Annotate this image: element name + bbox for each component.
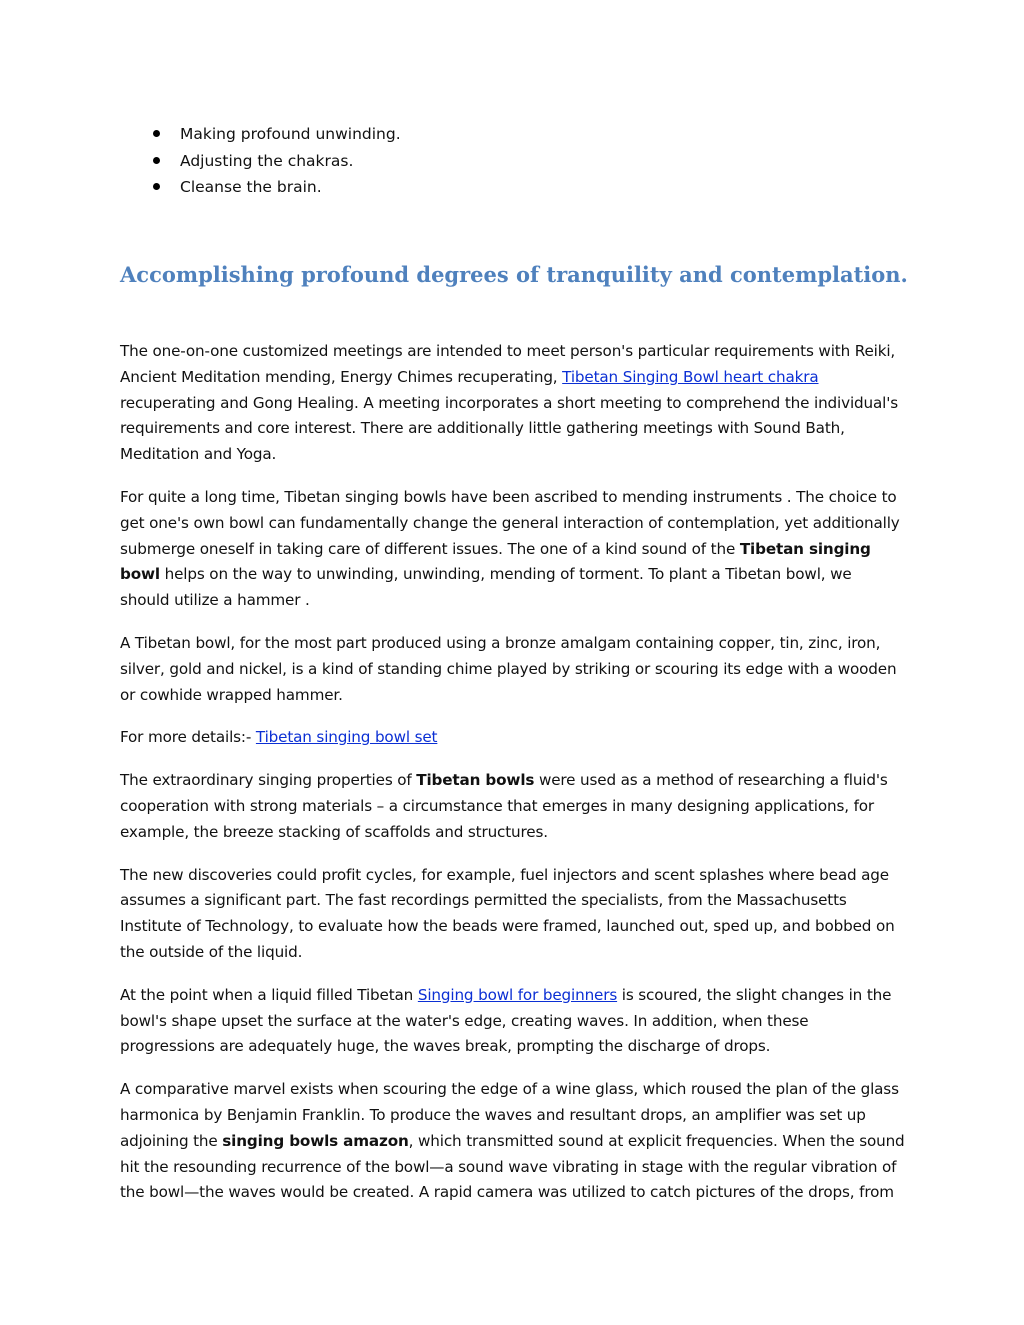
paragraph-text: The extraordinary singing properties of <box>120 771 417 790</box>
paragraph <box>120 725 905 751</box>
paragraph <box>120 983 905 1060</box>
paragraph-text: At the point when a liquid filled Tibetan <box>120 985 418 1004</box>
paragraph <box>120 485 905 614</box>
paragraph <box>120 339 905 468</box>
paragraph-text: For quite a long time, Tibetan singing bowls have been ascribed to mending instruments . The choice to get one's own bowl can fundamentally change the general interaction of contemplation, yet additionally submerge oneself in taking care of different issues. The one of a kind sound of the <box>120 487 900 558</box>
bullet-text: Making profound unwinding. <box>180 125 401 143</box>
paragraph-text: recuperating and Gong Healing. A meeting incorporates a short meeting to comprehend the individual's requirements and core interest. There are additionally little gathering meetings with Sound Bath, Meditation and Yoga. <box>120 393 898 464</box>
bold-term: Tibetan bowls <box>416 771 535 790</box>
paragraph-text: A comparative marvel exists when scouring the edge of a wine glass, which roused the plan of the glass harmonica by Benjamin Franklin. To produce the waves and resultant drops, an amplifier was set up adjoining the <box>120 1080 899 1150</box>
bullet-icon <box>153 157 160 164</box>
paragraph-text: is scoured, the slight changes in the bowl's shape upset the surface at the water's edge, creating waves. In addition, when these progressions are adequately huge, the waves break, prompting the discharge of drops. <box>120 985 892 1056</box>
list-item <box>150 174 401 201</box>
bullet-list <box>150 121 401 201</box>
paragraph-text: helps on the way to unwinding, unwinding, mending of torment. To plant a Tibetan bowl, we should utilize a hammer . <box>120 565 852 610</box>
section-heading: Accomplishing profound degrees of tranquility and contemplation. <box>120 262 908 287</box>
singing-bowl-set-link[interactable]: Tibetan singing bowl set <box>255 728 438 747</box>
paragraph: A Tibetan bowl, for the most part produced using a bronze amalgam containing copper, tin, zinc, iron, silver, gold and nickel, is a kind of standing chime played by striking or scouring its edge with a wooden or cowhide wrapped hammer. <box>120 633 897 704</box>
bullet-text: Cleanse the brain. <box>180 178 322 196</box>
paragraph <box>120 1077 905 1206</box>
bullet-icon <box>153 183 160 190</box>
list-item <box>150 148 401 175</box>
paragraph-text: were used as a method of researching a fluid's cooperation with strong materials – a circumstance that emerges in many designing applications, for example, the breeze stacking of scaffolds and structures. <box>120 771 888 841</box>
paragraph <box>120 768 905 845</box>
bullet-text: Adjusting the chakras. <box>180 151 354 170</box>
paragraph: The new discoveries could profit cycles, for example, fuel injectors and scent splashes where bead age assumes a significant part. The fast recordings permitted the specialists, from the Massachusetts Institute of Technology, to evaluate how the beads were framed, launched out, sped up, and bobbed on the outside of the liquid. <box>120 865 895 961</box>
body-text <box>120 339 905 1223</box>
bold-term: Tibetan singing bowl <box>120 539 871 584</box>
paragraph-text: For more details:- <box>120 728 256 747</box>
paragraph-text: The one-on-one customized meetings are intended to meet person's particular requirements with Reiki, Ancient Meditation mending, Energy Chimes recuperating, <box>120 342 896 386</box>
bowl-for-beginners-link[interactable]: Singing bowl for beginners <box>417 985 618 1004</box>
bullet-icon <box>153 130 160 137</box>
paragraph-text: , which transmitted sound at explicit frequencies. When the sound hit the resounding recurrence of the bowl—a sound wave vibrating in stage with the regular vibration of the bowl—the waves would be created. A rapid camera was utilized to catch pictures of the drops, from <box>120 1131 905 1202</box>
tibetan-heart-chakra-link[interactable]: Tibetan Singing Bowl heart chakra <box>562 367 819 386</box>
list-item <box>150 121 401 148</box>
bold-term: singing bowls amazon <box>222 1131 409 1150</box>
